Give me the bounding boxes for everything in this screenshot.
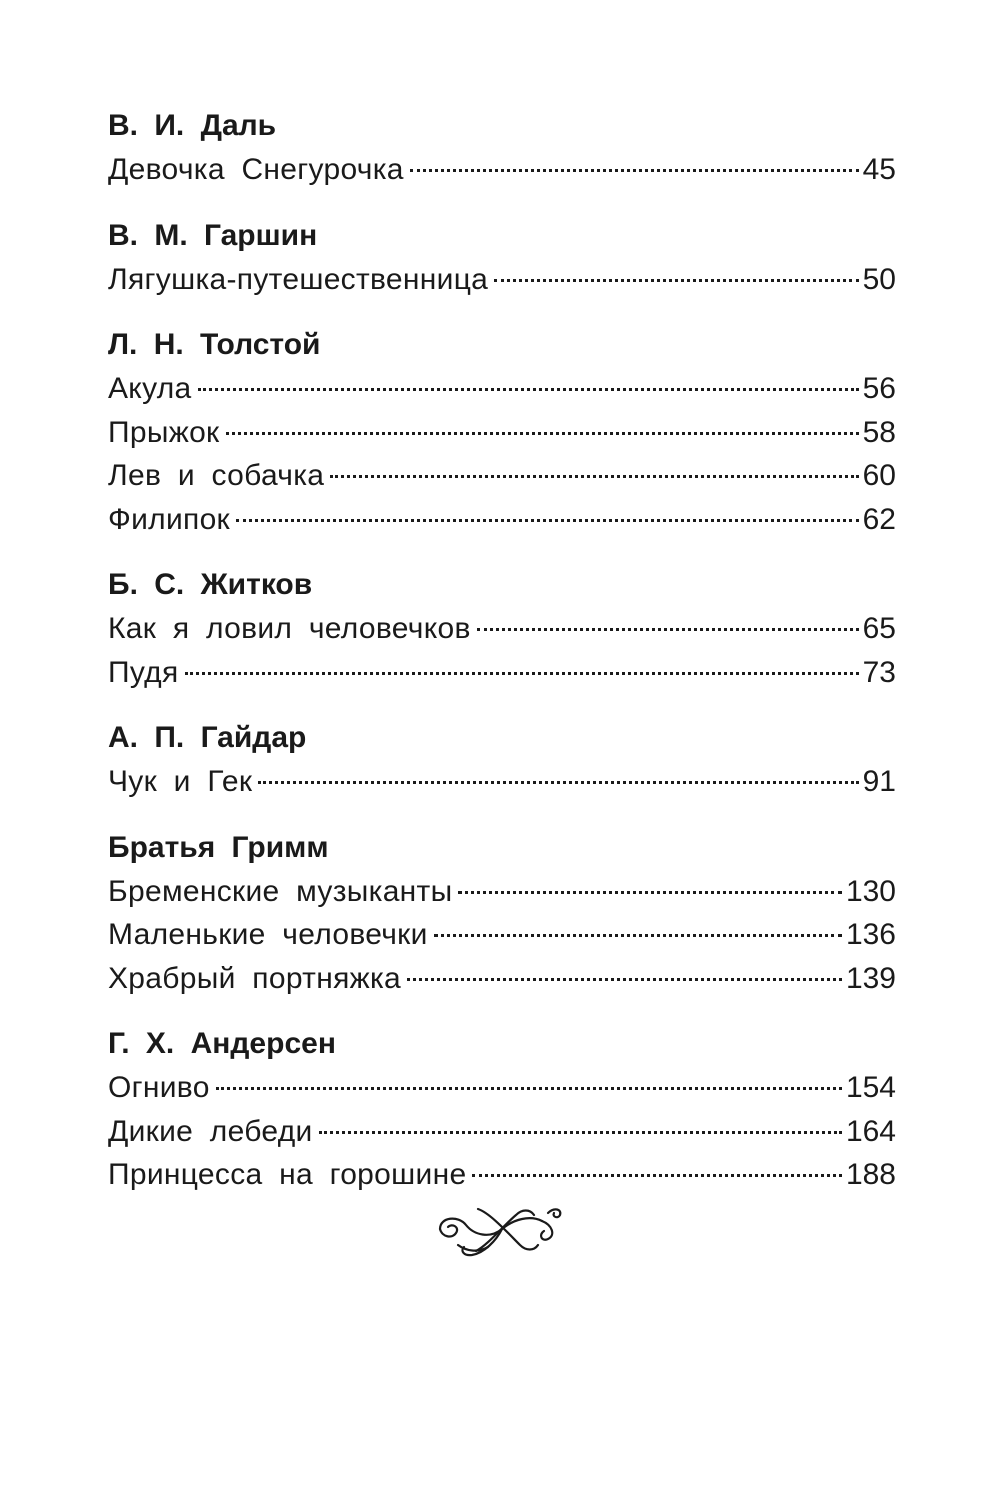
toc-entry[interactable] [108,760,896,804]
entry-title: Лев и собачка [108,459,325,492]
page-number: 65 [862,612,896,645]
page-number: 136 [845,918,896,951]
entry-title: Лягушка-путешественница [108,262,489,296]
author-heading: Б. С. Житков [108,568,313,601]
page-number: 56 [862,372,896,405]
page-number: 154 [845,1071,896,1104]
toc-entry[interactable] [108,258,896,302]
toc-section [108,104,896,192]
entry-title: Маленькие человечки [108,918,428,951]
entry-title: Девочка Снегурочка [108,153,404,186]
dot-leader [472,1174,842,1177]
dot-leader [258,781,858,784]
page-number: 164 [845,1114,896,1148]
dot-leader [216,1087,842,1090]
dot-leader [434,934,842,937]
toc-entry[interactable] [108,1153,896,1197]
flourish-ornament-icon [430,1195,570,1265]
page-number: 188 [845,1158,896,1191]
entry-title: Дикие лебеди [108,1114,313,1148]
dot-leader [410,169,859,172]
table-of-contents [108,104,896,1219]
toc-entry[interactable] [108,498,896,542]
entry-title: Пудя [108,655,179,689]
entry-title: Акула [108,372,192,405]
page-number: 130 [845,874,896,908]
toc-entry[interactable] [108,651,896,695]
toc-entry[interactable] [108,957,896,1001]
dot-leader [319,1131,842,1134]
toc-entry[interactable] [108,913,896,957]
toc-section [108,214,896,302]
toc-section [108,716,896,804]
author-heading: В. И. Даль [108,109,277,142]
dot-leader [330,475,858,478]
dot-leader [226,432,859,435]
dot-leader [185,672,859,675]
entry-title: Принцесса на горошине [108,1158,467,1191]
toc-section [108,323,896,541]
page-number: 50 [862,262,896,296]
toc-entry[interactable] [108,607,896,651]
author-heading: Л. Н. Толстой [108,328,321,361]
dot-leader [407,978,842,981]
dot-leader [236,519,859,522]
entry-title: Храбрый портняжка [108,961,402,995]
entry-title: Филипок [108,502,230,536]
page-number: 73 [862,655,896,689]
author-heading: Братья Гримм [108,830,329,864]
toc-entry[interactable] [108,1110,896,1154]
dot-leader [198,388,859,391]
toc-section [108,826,896,1001]
entry-title: Чук и Гек [108,765,253,798]
page-number: 91 [862,765,896,798]
page-number: 139 [845,961,896,995]
entry-title: Как я ловил человечков [108,612,471,645]
dot-leader [494,279,858,282]
toc-entry[interactable] [108,870,896,914]
entry-title: Прыжок [108,415,220,449]
toc-section [108,563,896,694]
toc-section [108,1022,896,1197]
page-number: 60 [862,459,896,492]
page-number: 62 [862,502,896,536]
dot-leader [477,628,859,631]
entry-title: Бременские музыканты [108,874,453,908]
toc-entry[interactable] [108,1066,896,1110]
author-heading: Г. Х. Андерсен [108,1027,336,1060]
author-heading: В. М. Гаршин [108,218,318,252]
toc-entry[interactable] [108,148,896,192]
toc-entry[interactable] [108,454,896,498]
page-number: 58 [862,415,896,449]
entry-title: Огниво [108,1071,210,1104]
page-number: 45 [862,153,896,186]
toc-entry[interactable] [108,367,896,411]
toc-entry[interactable] [108,411,896,455]
dot-leader [458,891,841,894]
author-heading: А. П. Гайдар [108,721,307,754]
